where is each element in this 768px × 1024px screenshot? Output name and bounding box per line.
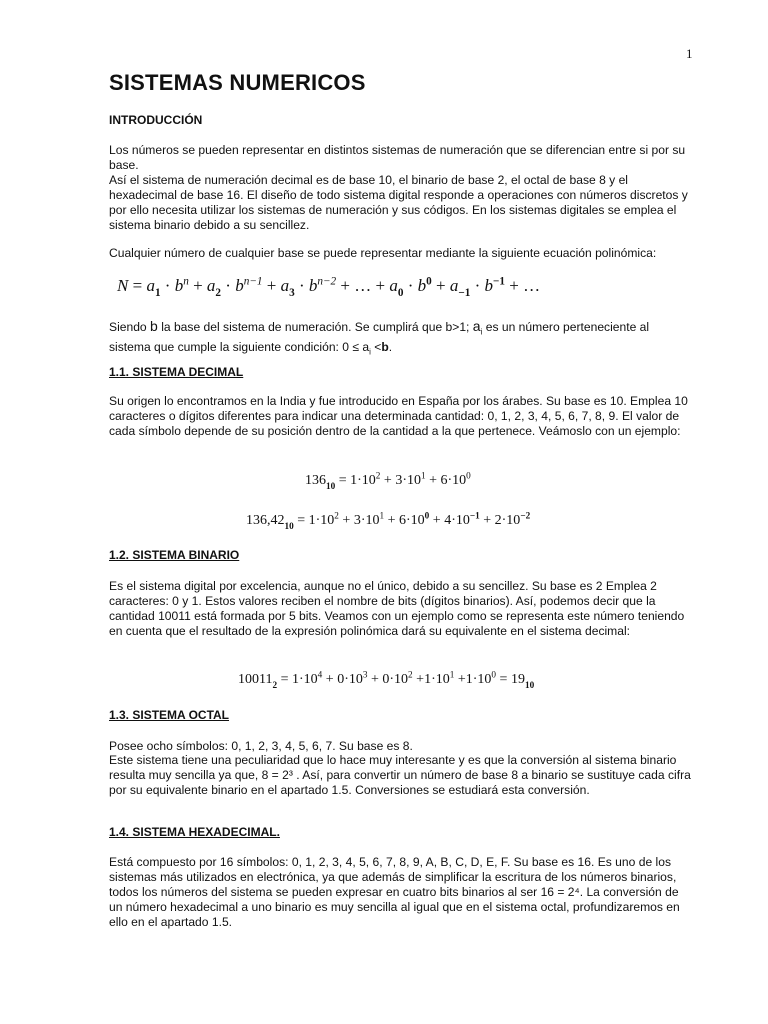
eq-term: = 1·10 [277,672,318,687]
eq-term: + 0·10 [322,672,363,687]
eq-subscript: 2 [272,679,278,690]
eq-term: N [117,276,129,295]
text-run: es un número perteneciente al sistema que cumple la siguiente condición: 0 [109,320,650,355]
eq-term: b [308,276,318,295]
eq-term: 10011 [238,672,273,687]
eq-term: + 3·10 [338,513,380,528]
eq-subscript: 10 [524,679,535,690]
eq-term: 136,42 [246,513,285,528]
eq-exponent: 0 [424,510,430,521]
eq-subscript: 2 [215,287,222,300]
intro-paragraph-4 [109,319,694,361]
octal-paragraph-2: Este sistema tiene una peculiaridad que lo hace muy interesante y es que la conversión al sistema binario resulta muy sencilla ya que, 8 = 2³ . Así, para convertir un número de base 8 a binario se sustituye cada cifra por su equivalente binario en el apartado 1.5. Conversiones se estudiará esta conversión. [109,753,691,797]
text-run: b [381,340,389,355]
eq-term: = 1·10 [335,473,376,488]
eq-subscript: −1 [458,287,471,300]
eq-term: + 0·10 [367,672,409,687]
eq-subscript: 10 [326,480,336,491]
eq-exponent: 0 [426,275,432,288]
section-heading-octal: 1.3. SISTEMA OCTAL [109,708,230,722]
eq-exponent: n−2 [317,275,337,288]
eq-term: b [417,276,427,295]
eq-term: + [431,276,450,295]
eq-exponent: 1 [449,669,455,680]
decimal-paragraph: Su origen lo encontramos en la India y fue introducido en España por los árabes. Su base es 10. Emplea 10 caracteres o dígitos diferentes para indicar una determinada cantidad: 0, 1, 2, 3, 4, 5, 6, 7, 8, 9. El valor de cada símbolo depende de su posición dentro de la cantidad a la que pertenece. Veámoslo con un ejemplo: [109,394,688,438]
eq-term: b [174,276,184,295]
eq-term: · [221,276,236,295]
eq-term: + … [505,276,541,295]
text-subscript: i [480,327,483,337]
decimal-example-1 [305,470,471,491]
decimal-example-2 [246,510,531,531]
eq-exponent: 1 [420,470,426,481]
eq-exponent: −1 [493,275,506,288]
text-run: < [370,340,382,355]
text-subscript: i [369,347,371,357]
eq-term: a [449,276,459,295]
eq-term: a [206,276,216,295]
eq-term: b [235,276,244,295]
intro-paragraph-3: Cualquier número de cualquier base se puede representar mediante la siguiente ecuación polinómica: [109,246,657,260]
eq-subscript: 3 [289,287,295,300]
text-run: a [359,340,370,355]
eq-term: +1·10 [412,672,450,687]
section-heading-decimal: 1.1. SISTEMA DECIMAL [109,365,244,379]
eq-exponent: −2 [520,510,531,521]
eq-subscript: 1 [154,287,161,300]
text-run: . [388,340,393,355]
polynomial-equation [117,275,541,300]
eq-exponent: n−1 [243,275,263,288]
eq-exponent: 2 [334,510,339,521]
eq-subscript: 0 [397,287,404,300]
eq-term: + 6·10 [425,473,467,488]
eq-term: = [128,276,147,295]
intro-paragraph-1: Los números se pueden representar en distintos sistemas de numeración que se diferencian entre si por su base. [109,143,686,172]
page-number: 1 [686,46,693,61]
eq-term: · [294,276,309,295]
document-title: SISTEMAS NUMERICOS [109,70,366,95]
binario-paragraph: Es el sistema digital por excelencia, aunque no el único, debido a su sencillez. Su base es 2 Emplea 2 caracteres: 0 y 1. Estos valores reciben el nombre de bits (dígitos binarios). Así, podemos decir que la cantidad 10011 está formada por 5 bits. Veamos con un ejemplo como se representa este número teniendo en cuenta que el resultado de la expresión polinómica dará su equivalente en el sistema decimal: [109,579,685,638]
eq-term: + 3·10 [380,473,421,488]
eq-exponent: 3 [362,669,368,680]
eq-term: · [160,276,175,295]
text-run: Siendo [109,320,151,334]
eq-term: a [280,276,290,295]
eq-term: a [389,276,398,295]
text-run: b [150,318,158,334]
eq-subscript: 10 [284,520,294,531]
eq-exponent: −1 [469,510,480,521]
eq-term: + 4·10 [429,513,470,528]
eq-exponent: n [183,275,189,288]
section-heading-hexadecimal: 1.4. SISTEMA HEXADECIMAL. [109,825,280,839]
eq-exponent: 2 [408,669,413,680]
hexadecimal-paragraph: Está compuesto por 16 símbolos: 0, 1, 2, 3, 4, 5, 6, 7, 8, 9, A, B, C, D, E, F. Su base es 16. Es uno de los sistemas más utilizados en electrónica, ya que además de simplificar la escritura de los números binarios, todos los números del sistema se pueden expresar en cuatro bits binarios al ser 16 = 2⁴. La conversión de un número hexadecimal a uno binario es muy sencilla al igual que en el sistema octal, profundizaremos en ello en el apartado 1.5. [109,855,680,929]
binary-example [238,669,535,690]
eq-term: 136 [305,473,326,488]
eq-term: + 2·10 [479,513,521,528]
eq-exponent: 0 [491,669,497,680]
eq-term: = 1·10 [293,513,335,528]
eq-term: + … + [336,276,390,295]
eq-term: +1·10 [454,672,492,687]
eq-exponent: 4 [317,669,323,680]
text-run: la base del sistema de numeración. Se cumplirá que b>1; [157,320,473,334]
intro-heading: INTRODUCCIÓN [109,113,203,127]
eq-term: · [470,276,485,295]
eq-term: + 6·10 [384,513,425,528]
eq-exponent: 1 [379,510,385,521]
eq-term: + [188,276,207,295]
octal-paragraph-1: Posee ocho símbolos: 0, 1, 2, 3, 4, 5, 6, 7. Su base es 8. [109,739,413,753]
intro-paragraph-2: Así el sistema de numeración decimal es de base 10, el binario de base 2, el octal de base 8 y el hexadecimal de base 16. El diseño de todo sistema digital responde a operaciones con números discretos y por ello necesita utilizar los sistemas de numeración y sus códigos. En los sistemas digitales se emplea el sistema binario debido a su sencillez. [109,173,688,232]
eq-term: = 19 [496,672,525,687]
eq-term: · [403,276,418,295]
section-heading-binario: 1.2. SISTEMA BINARIO [109,548,240,562]
text-run: ≤ [352,340,359,355]
eq-term: b [484,276,494,295]
text-run: a [472,318,481,334]
eq-exponent: 0 [466,470,471,481]
eq-exponent: 2 [375,470,381,481]
eq-term: a [146,276,155,295]
eq-term: + [262,276,281,295]
